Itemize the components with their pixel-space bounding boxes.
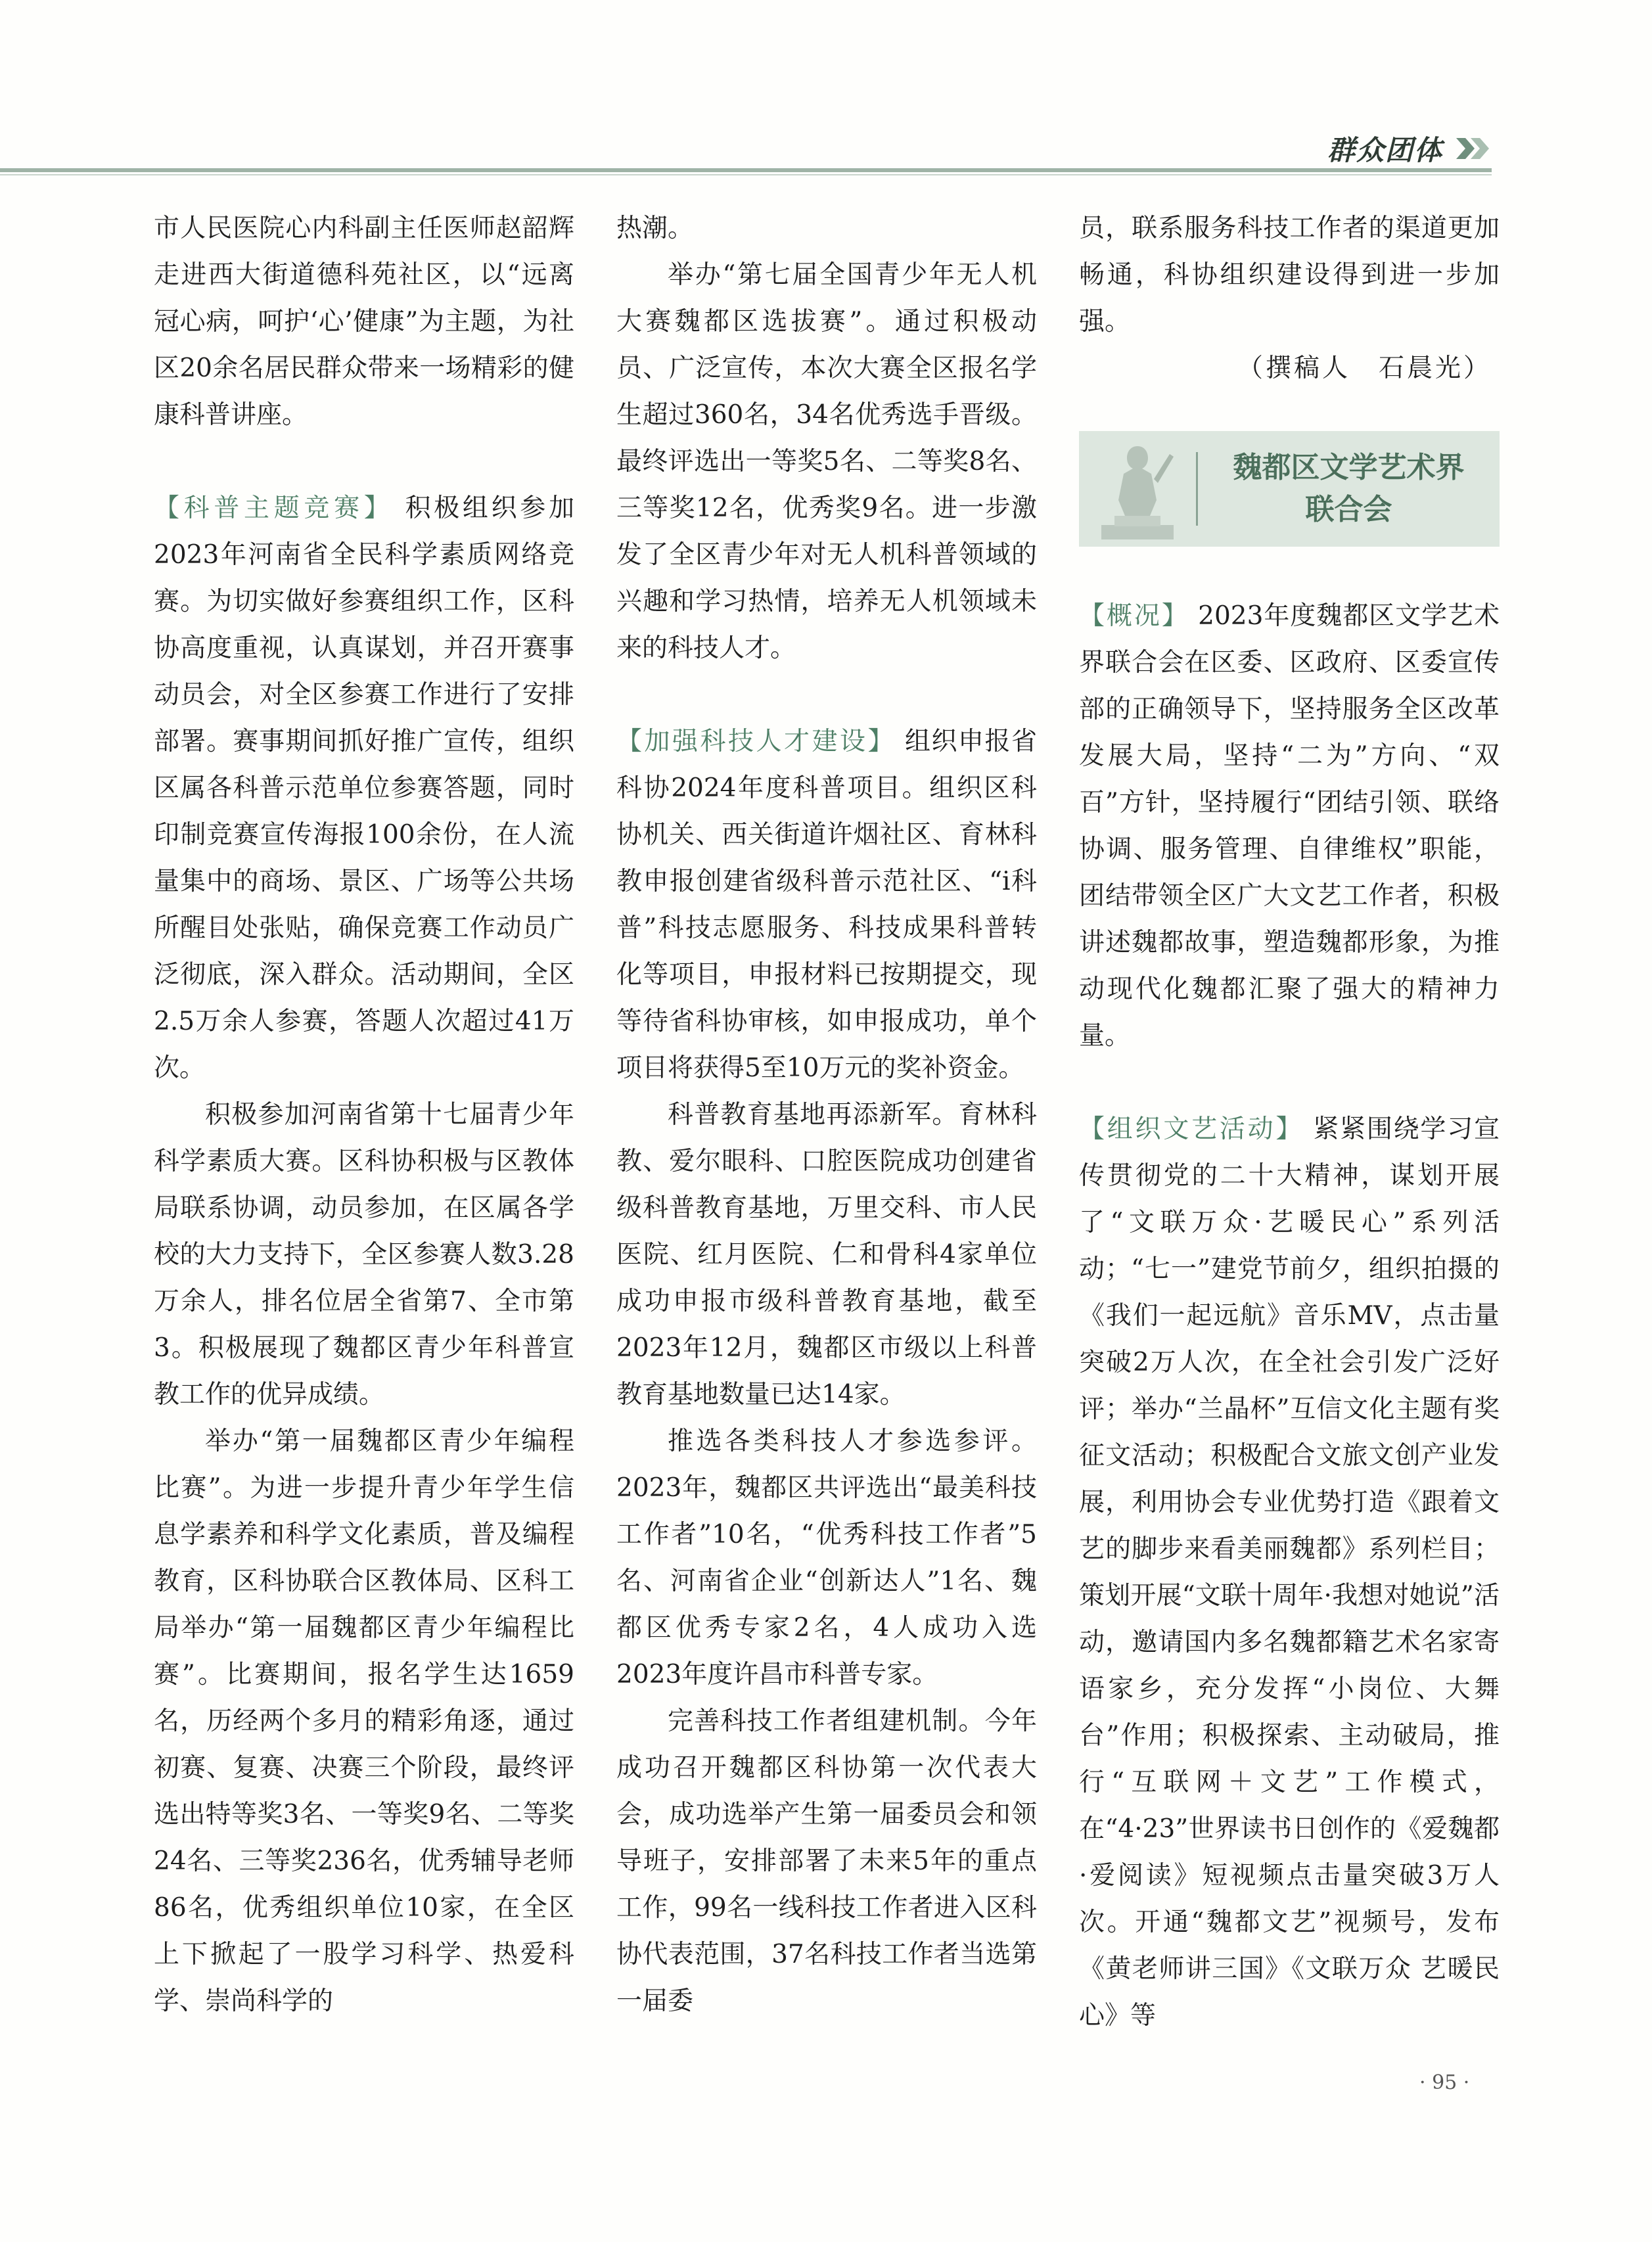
paragraph: 举办“第七届全国青少年无人机大赛魏都区选拔赛”。通过积极动员、广泛宣传，本次大赛全区报名学生超过360名，34名优秀选手晋级。最终评选出一等奖5名、二等奖8名、三等奖12名，优秀奖9名。进一步激发了全区青少年对无人机科普领域的兴趣和学习热情，培养无人机领域未来的科技人才。 — [616, 260, 1037, 663]
section-banner — [1079, 431, 1500, 547]
paragraph: 推选各类科技人才参选参评。2023年，魏都区共评选出“最美科技工作者”10名，“优秀科技工作者”5名、河南省企业“创新达人”1名、魏都区优秀专家2名，4人成功入选2023年度许昌市科普专家。 — [616, 1427, 1037, 1689]
paragraph: 热潮。 — [616, 214, 694, 243]
header-rule — [0, 168, 1492, 172]
header-rule-thin — [0, 174, 1492, 175]
statue-icon — [1088, 433, 1187, 545]
paragraph-text: 2023年度魏都区文学艺术界联合会在区委、区政府、区委宣传部的正确领导下，坚持服务全区改革发展大局，坚持“二为”方向、“双百”方针，坚持履行“团结引领、联络协调、服务管理、自律维权”职能，团结带领全区广大文艺工作者，积极讲述魏都故事，塑造魏都形象，为推动现代化魏都汇聚了强大的精神力量。 — [1079, 601, 1500, 1051]
section-tag — [1327, 129, 1492, 168]
paragraph: 完善科技工作者组建机制。今年成功召开魏都区科协第一次代表大会，成功选举产生第一届委员会和领导班子，安排部署了未来5年的重点工作，99名一线科技工作者进入区科协代表范围，37名科技工作者当选第一届委 — [616, 1706, 1037, 2016]
byline: （撰稿人 石晨光） — [1237, 354, 1492, 383]
paragraph: 市人民医院心内科副主任医师赵韶辉走进西大街道德科苑社区，以“远离冠心病，呵护‘心’健康”为主题，为社区20余名居民群众带来一场精彩的健康科普讲座。 — [154, 214, 574, 430]
paragraph — [616, 718, 1037, 1091]
paragraph — [1079, 1106, 1500, 2039]
column-2 — [616, 205, 1037, 2025]
banner-title-line-2: 联合会 — [1305, 493, 1392, 526]
keyword-heading: 【概况】 — [1079, 601, 1189, 631]
paragraph: 举办“第一届魏都区青少年编程比赛”。为进一步提升青少年学生信息学素养和科学文化素质，普及编程教育，区科协联合区教体局、区科工局举办“第一届魏都区青少年编程比赛”。比赛期间，报名学生达1659名，历经两个多月的精彩角逐，通过初赛、复赛、决赛三个阶段，最终评选出特等奖3名、一等奖9名、二等奖24名、三等奖236名，优秀辅导老师86名，优秀组织单位10家，在全区上下掀起了一股学习科学、热爱科学、崇尚科学的 — [154, 1427, 574, 2016]
double-chevron-right-icon — [1455, 137, 1492, 160]
keyword-heading: 【组织文艺活动】 — [1079, 1114, 1304, 1144]
paragraph-text: 积极组织参加2023年河南省全民科学素质网络竞赛。为切实做好参赛组织工作，区科协高度重视，认真谋划，并召开赛事动员会，对全区参赛工作进行了安排部署。赛事期间抓好推广宣传，组织区属各科普示范单位参赛答题，同时印制竞赛宣传海报100余份，在人流量集中的商场、景区、广场等公共场所醒目处张贴，确保竞赛工作动员广泛彻底，深入群众。活动期间，全区2.5万余人参赛，答题人次超过41万次。 — [154, 493, 574, 1083]
keyword-heading: 【科普主题竞赛】 — [154, 493, 394, 523]
paragraph: 科普教育基地再添新军。育林科教、爱尔眼科、口腔医院成功创建省级科普教育基地，万里交科、市人民医院、红月医院、仁和骨科4家单位成功申报市级科普教育基地，截至2023年12月，魏都区市级以上科普教育基地数量已达14家。 — [616, 1100, 1037, 1409]
banner-title — [1198, 447, 1500, 531]
column-3 — [1079, 205, 1500, 2039]
paragraph — [1079, 593, 1500, 1059]
keyword-heading: 【加强科技人才建设】 — [616, 727, 896, 756]
paragraph-text: 组织申报省科协2024年度科普项目。组织区科协机关、西关街道许烟社区、育林科教申报创建省级科普示范社区、“i科普”科技志愿服务、科技成果科普转化等项目，申报材料已按期提交，现等待省科协审核，如申报成功，单个项目将获得5至10万元的奖补资金。 — [616, 727, 1037, 1083]
column-1 — [154, 205, 574, 2025]
banner-title-line-1: 魏都区文学艺术界 — [1233, 451, 1465, 484]
section-title: 群众团体 — [1327, 134, 1443, 166]
paragraph-text: 紧紧围绕学习宣传贯彻党的二十大精神，谋划开展了“文联万众·艺暖民心”系列活动；“七一”建党节前夕，组织拍摄的《我们一起远航》音乐MV，点击量突破2万人次，在全社会引发广泛好评；举办“兰晶杯”互信文化主题有奖征文活动；积极配合文旅文创产业发展，利用协会专业优势打造《跟着文艺的脚步来看美丽魏都》系列栏目；策划开展“文联十周年·我想对她说”活动，邀请国内多名魏都籍艺术名家寄语家乡，充分发挥“小岗位、大舞台”作用；积极探索、主动破局，推行“互联网＋文艺”工作模式，在“4·23”世界读书日创作的《爱魏都·爱阅读》短视频点击量突破3万人次。开通“魏都文艺”视频号，发布《黄老师讲三国》《文联万众 艺暖民心》等 — [1079, 1114, 1500, 2030]
paragraph: 积极参加河南省第十七届青少年科学素质大赛。区科协积极与区教体局联系协调，动员参加，在区属各学校的大力支持下，全区参赛人数3.28万余人，排名位居全省第7、全市第3。积极展现了魏都区青少年科普宣教工作的优异成绩。 — [154, 1100, 574, 1409]
paragraph: 员，联系服务科技工作者的渠道更加畅通，科协组织建设得到进一步加强。 — [1079, 214, 1500, 336]
paragraph — [154, 485, 574, 1091]
page-number: · 95 · — [1419, 2071, 1470, 2094]
